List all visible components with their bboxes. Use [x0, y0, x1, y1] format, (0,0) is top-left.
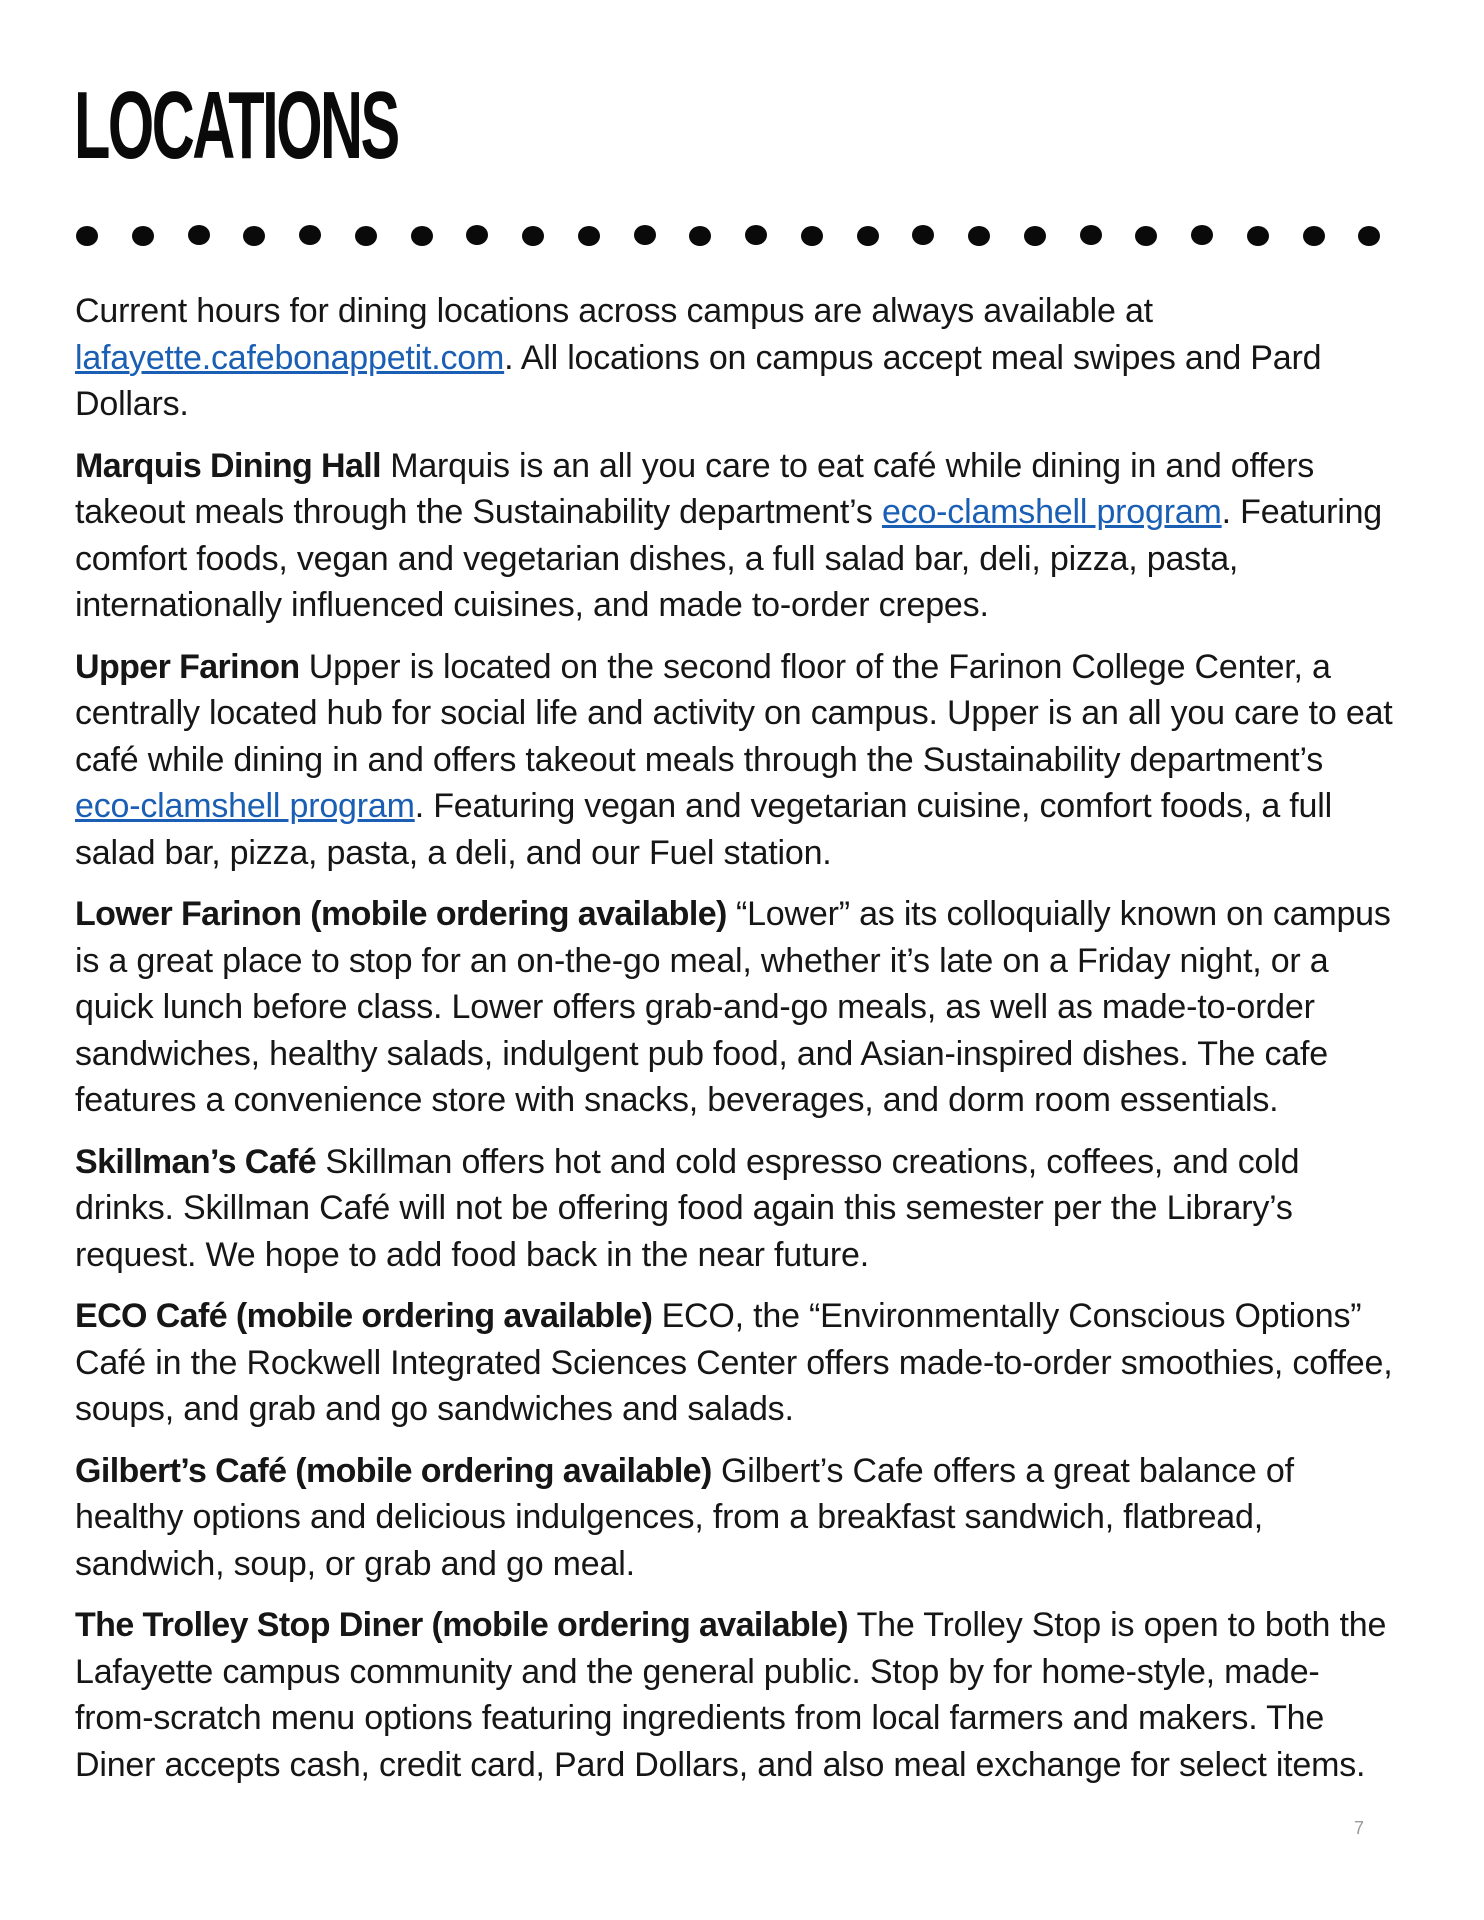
location-name: Gilbert’s Café (mobile ordering available) — [75, 1451, 712, 1490]
page-title: LOCATIONS — [74, 72, 398, 179]
location-description: Upper is located on the second floor of the Farinon College Center, a centrally located hub for social life and activity on campus. Upper is an all you care to eat café while dining in and offers takeout meals through the Sustainability department’s — [75, 647, 1393, 779]
divider-dot — [968, 226, 990, 246]
location-trolley-stop-diner — [75, 1602, 1395, 1788]
divider-dot — [1303, 226, 1325, 246]
locations-content — [75, 288, 1395, 1803]
location-description: ECO, the “Environmentally Conscious Options” Café in the Rockwell Integrated Sciences Center offers made-to-order smoothies, coffee, soups, and grab and go sandwiches and salads. — [75, 1297, 1393, 1428]
divider-dot — [745, 225, 767, 245]
divider-dot — [1247, 226, 1269, 246]
divider-dot — [466, 225, 488, 245]
intro-text-end: . All locations on campus accept meal swipes and Pard Dollars. — [75, 338, 1322, 423]
divider-dot — [634, 225, 656, 245]
location-name: ECO Café (mobile ordering available) — [75, 1297, 653, 1335]
location-description: The Trolley Stop is open to both the Lafayette campus community and the general public. Stop by for home-style, made-from-scratch menu options featuring ingredients from local farmers and makers. The Diner accepts cash, credit card, Pard Dollars, and also meal exchange for select items. — [75, 1606, 1387, 1784]
location-description: Skillman offers hot and cold espresso creations, coffees, and cold drinks. Skillman Café will not be offering food again this semester per the Library’s request. We hope to add food back in the near future. — [75, 1142, 1300, 1274]
location-description: Gilbert’s Cafe offers a great balance of healthy options and delicious indulgences, from a breakfast sandwich, flatbread, sandwich, soup, or grab and go meal. — [75, 1451, 1294, 1583]
location-upper-farinon — [75, 644, 1395, 877]
dining-hours-link[interactable]: lafayette.cafebonappetit.com — [75, 338, 505, 377]
divider-dot — [912, 225, 934, 245]
location-gilberts-cafe — [75, 1448, 1395, 1588]
divider-dot — [76, 226, 98, 246]
location-description: “Lower” as its colloquially known on campus is a great place to stop for an on-the-go meal, whether it’s late on a Friday night, or a quick lunch before class. Lower offers grab-and-go meals, as well as made-to-order sandwiches, healthy salads, indulgent pub food, and Asian-inspired dishes. The cafe features a convenience store with snacks, beverages, and dorm room essentials. — [75, 895, 1391, 1119]
divider-dot — [1358, 226, 1380, 246]
divider-dot — [578, 226, 600, 246]
divider-dot — [1080, 225, 1102, 245]
location-name: Skillman’s Café — [75, 1142, 317, 1181]
divider-dot — [1191, 225, 1213, 245]
location-name: Upper Farinon — [75, 647, 300, 686]
eco-clamshell-link[interactable]: eco-clamshell program — [881, 493, 1222, 531]
divider-dot — [1024, 226, 1046, 246]
location-skillmans-cafe — [75, 1139, 1395, 1279]
divider-dot — [689, 226, 711, 246]
location-name: Marquis Dining Hall — [75, 446, 381, 485]
location-marquis — [75, 443, 1395, 629]
page-number: 7 — [1354, 1818, 1365, 1838]
location-description-end: . Featuring comfort foods, vegan and vegetarian dishes, a full salad bar, deli, pizza, pasta, internationally influenced cuisines, and made to-order crepes. — [75, 493, 1382, 624]
divider-dot — [188, 225, 210, 245]
divider-dot — [522, 226, 544, 246]
divider-dot — [243, 226, 265, 246]
intro-paragraph — [75, 288, 1395, 428]
location-name: Lower Farinon (mobile ordering available) — [75, 895, 727, 933]
dotted-divider — [76, 222, 1392, 250]
divider-dot — [299, 225, 321, 245]
location-description: Marquis is an all you care to eat café while dining in and offers takeout meals through the Sustainability department’s — [75, 446, 1315, 531]
divider-dot — [857, 226, 879, 246]
location-description-end: . Featuring vegan and vegetarian cuisine, comfort foods, a full salad bar, pizza, pasta, a deli, and our Fuel station. — [75, 787, 1332, 872]
divider-dot — [801, 226, 823, 246]
divider-dot — [132, 226, 154, 246]
location-name: The Trolley Stop Diner (mobile ordering available) — [75, 1606, 848, 1644]
intro-text: Current hours for dining locations across campus are always available at — [75, 292, 1153, 330]
divider-dot — [411, 226, 433, 246]
divider-dot — [355, 226, 377, 246]
eco-clamshell-link[interactable]: eco-clamshell program — [75, 787, 415, 825]
location-lower-farinon — [75, 891, 1395, 1124]
location-eco-cafe — [75, 1293, 1395, 1433]
divider-dot — [1135, 226, 1157, 246]
